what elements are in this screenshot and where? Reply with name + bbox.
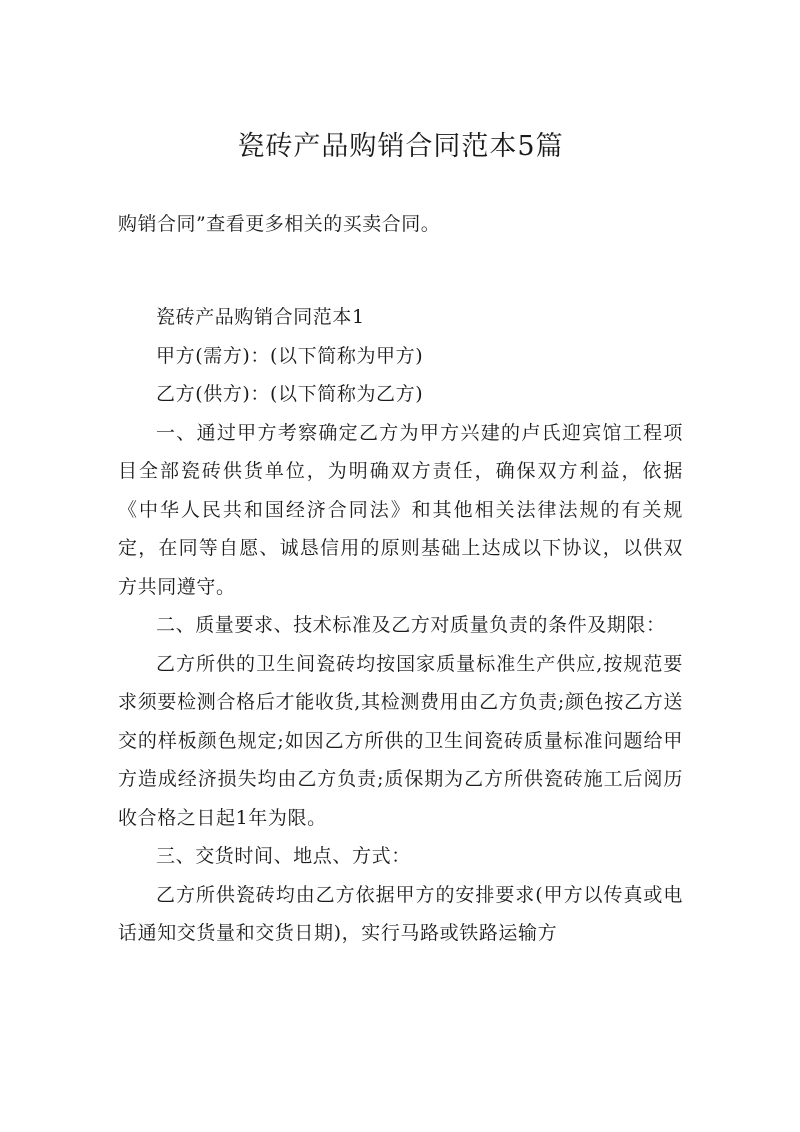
- clause-three-body: 乙方所供瓷砖均由乙方依据甲方的安排要求(甲方以传真或电话通知交货量和交货日期)，实行马路或铁路运输方: [118, 883, 683, 944]
- clause-two-body: 乙方所供的卫生间瓷砖均按国家质量标准生产供应,按规范要求须要检测合格后才能收货,其检测费用由乙方负责;颜色按乙方送交的样板颜色规定;如因乙方所供的卫生间瓷砖质量标准问题给甲方造成经济损失均由乙方负责;质保期为乙方所供瓷砖施工后阅历收合格之日起1年为限。: [118, 652, 683, 829]
- page-bottom-margin: [0, 1040, 800, 1132]
- intro-line: 购销合同”查看更多相关的买卖合同。: [118, 213, 441, 235]
- document-body: [118, 298, 683, 953]
- clause-three-heading: 三、交货时间、地点、方式：: [156, 845, 411, 867]
- contract-heading: 瓷砖产品购销合同范本1: [156, 306, 365, 328]
- clause-one: 一、通过甲方考察确定乙方为甲方兴建的卢氏迎宾馆工程项目全部瓷砖供货单位，为明确双方责任，确保双方利益，依据《中华人民共和国经济合同法》和其他相关法律法规的有关规定，在同等自愿、诚恳信用的原则基础上达成以下协议，以供双方共同遵守。: [118, 421, 683, 598]
- party-a-line: 甲方(需方)：(以下简称为甲方): [156, 344, 424, 367]
- party-b-line: 乙方(供方)：(以下简称为乙方): [156, 383, 424, 405]
- clause-two-heading: 二、质量要求、技术标准及乙方对质量负责的条件及期限：: [156, 614, 666, 636]
- document-title: 瓷砖产品购销合同范本5篇: [237, 131, 564, 162]
